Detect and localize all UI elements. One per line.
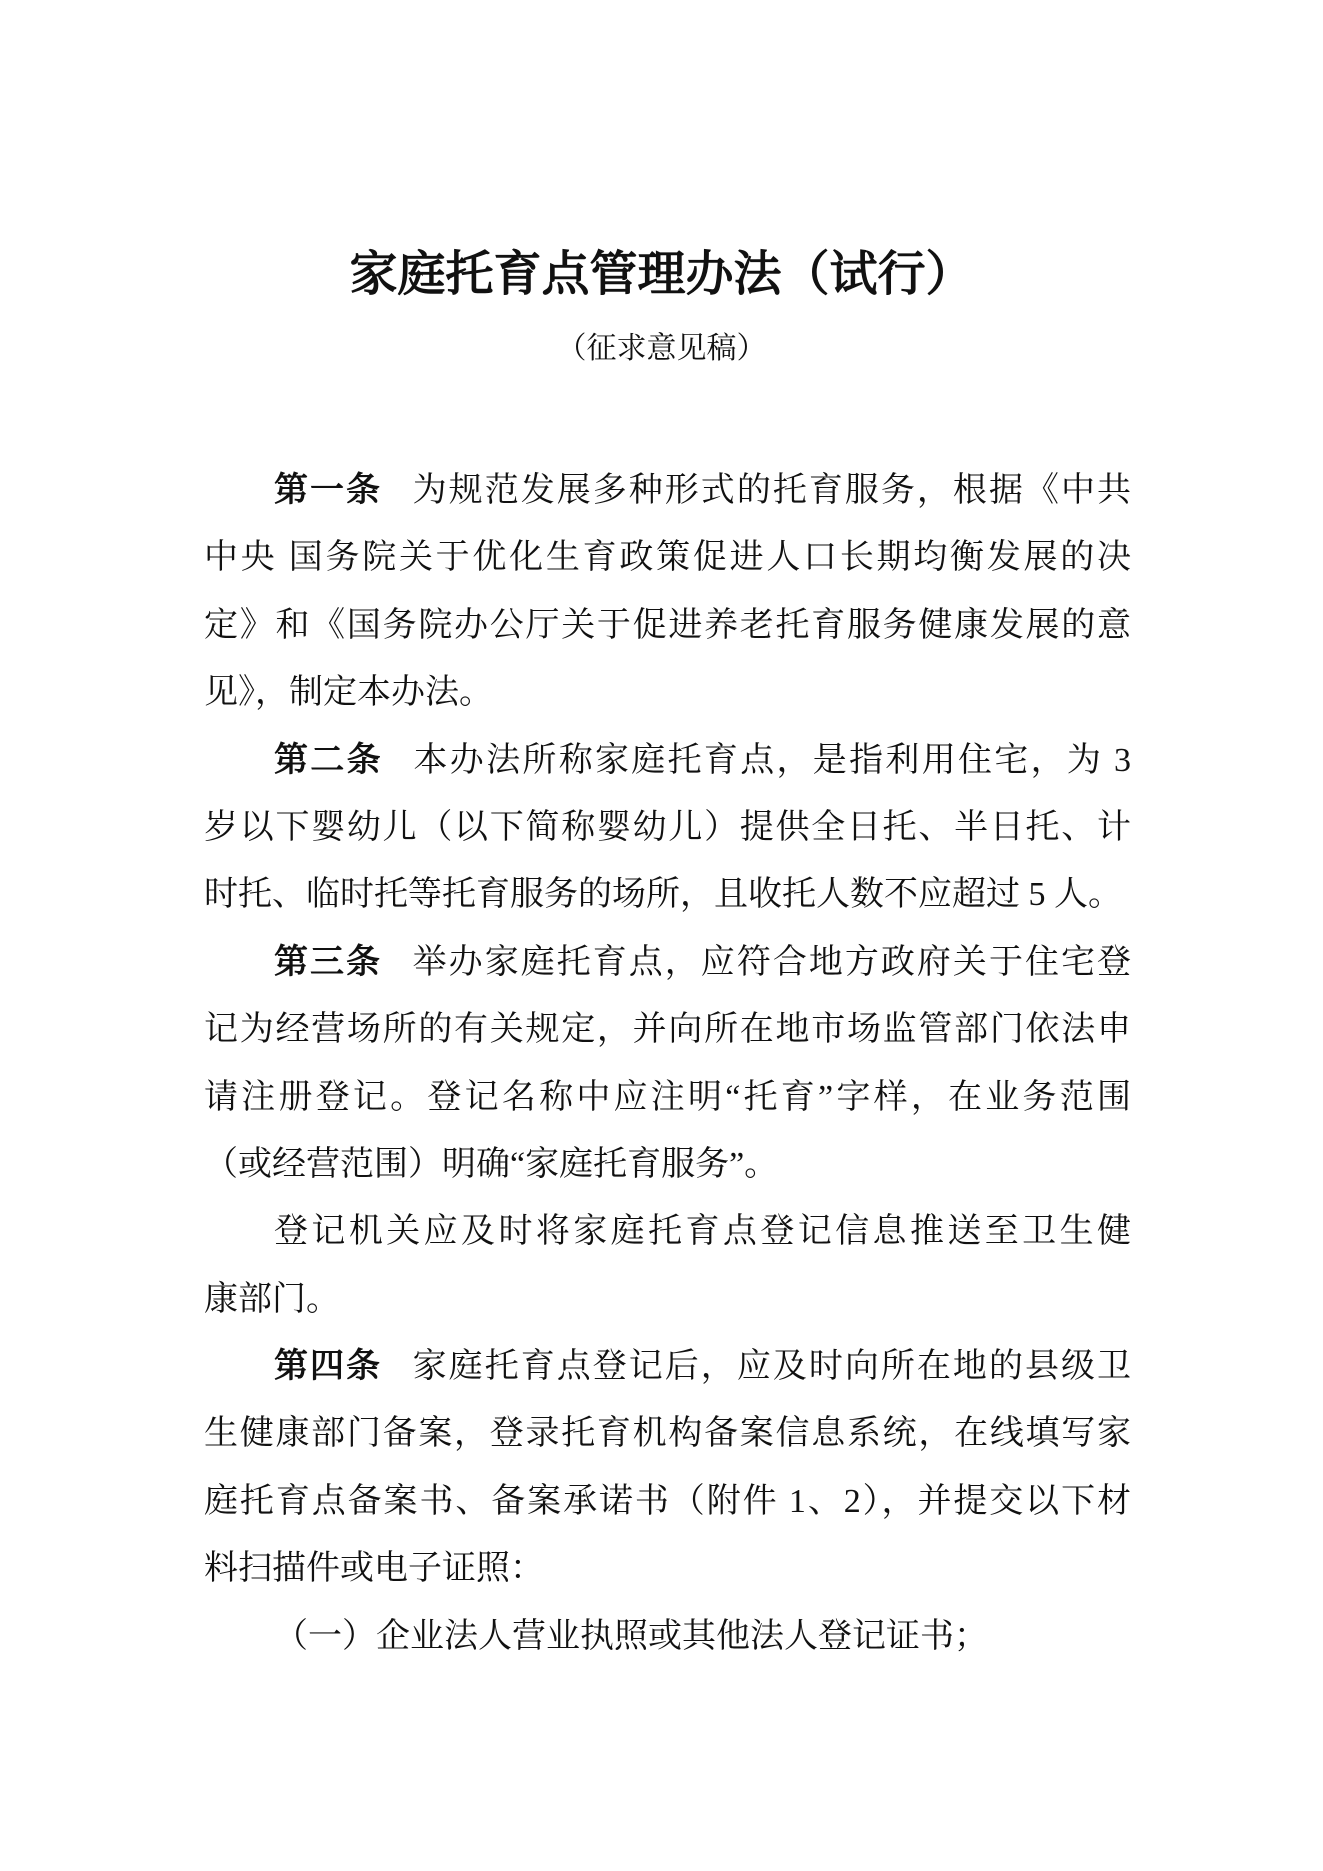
text-line: （或经营范围）明确“家庭托育服务”。 (204, 1145, 779, 1183)
text-line: 记为经营场所的有关规定，并向所在地市场监管部门依法申 (204, 1011, 1131, 1049)
list-item (204, 1603, 1131, 1670)
text-line: 中央 国务院关于优化生育政策促进人口长期均衡发展的决 (204, 539, 1131, 577)
text-line (204, 727, 1131, 794)
text-line: 时托、临时托等托育服务的场所，且收托人数不应超过 5 人。 (204, 876, 1122, 914)
text-line (204, 1333, 1131, 1400)
text-line: 登记机关应及时将家庭托育点登记信息推送至卫生健 (274, 1213, 1131, 1251)
article-3-label: 第三条 (274, 941, 383, 982)
line-text: 为规范发展多种形式的托育服务，根据《中共 (412, 472, 1132, 509)
text-line: 庭托育点备案书、备案承诺书（附件 1、2），并提交以下材 (204, 1482, 1131, 1520)
article-2 (204, 727, 1131, 929)
article-2-label: 第二条 (274, 739, 383, 780)
document-subtitle: （征求意见稿） (556, 331, 767, 366)
document-body (204, 457, 1131, 1670)
article-3 (204, 929, 1131, 1199)
text-line: 岁以下婴幼儿（以下简称婴幼儿）提供全日托、半日托、计 (204, 808, 1131, 846)
text-line: 料扫描件或电子证照： (204, 1550, 544, 1588)
line-text: 举办家庭托育点，应符合地方政府关于住宅登 (412, 943, 1132, 981)
text-line (204, 457, 1131, 524)
text-line: 康部门。 (204, 1280, 340, 1318)
text-line: 生健康部门备案，登录托育机构备案信息系统，在线填写家 (204, 1415, 1131, 1453)
article-4 (204, 1333, 1131, 1603)
text-line: （一）企业法人营业执照或其他法人登记证书； (274, 1617, 988, 1655)
article-4-label: 第四条 (274, 1346, 383, 1387)
text-line (204, 929, 1131, 996)
line-text: 家庭托育点登记后，应及时向所在地的县级卫 (412, 1348, 1132, 1386)
text-line: 请注册登记。登记名称中应注明“托育”字样，在业务范围 (204, 1078, 1131, 1116)
article-1 (204, 457, 1131, 727)
document-title: 家庭托育点管理办法（试行） (349, 246, 974, 302)
paragraph-registration-push (204, 1198, 1131, 1333)
text-line: 定》和《国务院办公厅关于促进养老托育服务健康发展的意 (204, 606, 1131, 644)
line-text: 本办法所称家庭托育点，是指利用住宅，为 3 (413, 741, 1132, 779)
article-1-label: 第一条 (274, 470, 383, 510)
text-line: 见》，制定本办法。 (204, 674, 493, 712)
